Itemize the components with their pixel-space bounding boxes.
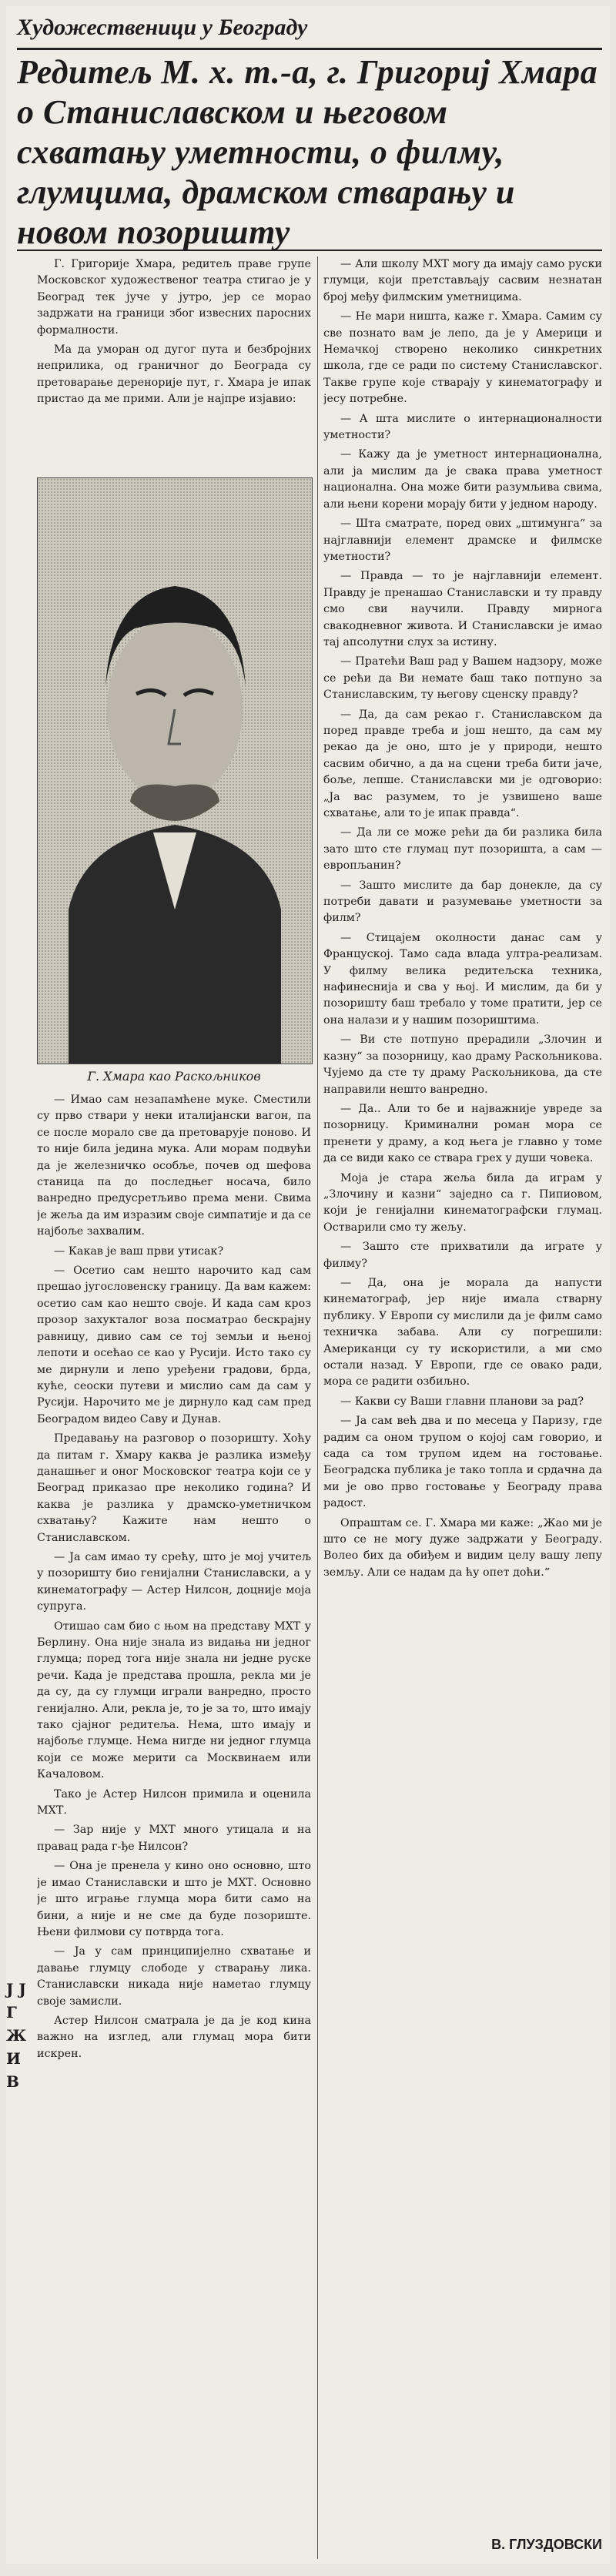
photo-caption: Г. Хмара као Раскољников xyxy=(87,1069,261,1084)
paragraph: — Кажу да је уметност интернационална, али ја мислим да је свака права уметност национална. Она може бити разумљива свима, али њени корени морају бити у једном народу. xyxy=(323,448,602,511)
newspaper-page xyxy=(6,6,610,2564)
paragraph: — Она је пренела у кино оно основно, што је имао Станиславски и што је МХТ. Основно је што играње глумца мора бити само на бини, а није и не сме да буде позориште. Њени филмови су потврда тога. xyxy=(37,1860,311,1938)
paragraph: — Какви су Ваши главни планови за рад? xyxy=(340,1395,584,1408)
paragraph: — Шта сматрате, поред ових „штимунга“ за најглавнији елемент драмске и филмске уметности? xyxy=(323,518,602,563)
paragraph: — Правда — то је најглавнији елемент. Правду је пренашао Станиславски и ту правду смо сви научили. Правду мирнога свакодневног живота. И Станиславски је имао тај апсолутни слух за истину. xyxy=(323,570,602,648)
paragraph: Г. Григорије Хмара, редитељ праве групе Московског художественог театра стигао је у Београд тек јуче у јутро, јер се морао задржати на граници због извесних паросних формалности. xyxy=(37,258,311,337)
paragraph: — Осетио сам нешто нарочито кад сам прешао југословенску границу. Да вам кажем: осетио сам као нешто своје. И када сам кроз прозор захукталог воза посматрао бескрајну равницу, дивио сам се тој земљи и њеној лепоти и осећао се као у Русији. Исто тако су ме дирнули и лепо уређени градови, брда, куће, сеоски путеви и мислио сам да сам у Русији. Нарочито ме је дирнуло кад сам пред Београдом видео Саву и Дунав. xyxy=(37,1265,311,1425)
paragraph: — Зар није у МХТ много утицала и на правац рада г-ђе Нилсон? xyxy=(37,1824,311,1853)
paragraph: Отишао сам био с њом на представу МХТ у Берлину. Она није знала из видања ни једног глумца; поред тога није знала ни једне руске речи. Када је представа прошла, рекла ми је да су, да су глумци играли ванредно, просто генијално. Али, рекла је, то је за то, што имају тако сјајног редитеља. Нема, што имају и најбоље глумце. Нема нигде ни једног глумца који се може мерити са Москвинаем или Качаловом. xyxy=(37,1620,311,1781)
column-left-interview xyxy=(37,1092,311,2555)
paragraph: — А шта мислите о интернационалности уметности? xyxy=(323,412,602,442)
headline: Редитељ М. х. т.-а, г. Григориј Хмара о Станиславском и његовом схватању уметности, о филму, глумцима, драмском стварању и новом позоришту xyxy=(17,53,598,251)
paragraph: — Ја сам имао ту срећу, што је мој учитељ у позоришту био генијални Станиславски, а у кинематографу — Астер Нилсон, доцније моја супруга. xyxy=(37,1550,311,1613)
headline-rule xyxy=(17,250,602,251)
paragraph: — Стицајем околности данас сам у Француској. Тамо сада влада ултра-реализам. У филму велика редитељска техника, нафинеснија и сва у њој. И мислим, да би у позоришту баш требало у томе пратити, јер се она налази и у нашим позориштима. xyxy=(323,931,602,1027)
margin-marks: Ј Ј Г Ж И В xyxy=(6,1980,27,2091)
column-left-intro xyxy=(37,256,311,475)
paragraph: — Ви сте потпуно прерадили „Злочин и казну“ за позорницу, као драму Раскољникова. Чујемо да сте ту драму Раскољникова, да сте направили нешто ванредно. xyxy=(323,1033,602,1096)
paragraph: Предавању на разговор о позоришту. Хоћу да питам г. Хмару каква је разлика између данашњег и оног Московског театра који се у Београд приказао пре неколико година? И каква је разлика у драмско-уметничком схватању? Кажите нам нешто о Станиславском. xyxy=(37,1432,311,1544)
paragraph: — Да ли се може рећи да би разлика била зато што сте глумац пут позоришта, а сам — европљанин? xyxy=(323,826,602,873)
portrait-photo xyxy=(37,477,313,1064)
author-signature: В. ГЛУЗДОВСКИ xyxy=(491,2537,602,2552)
paragraph: Астер Нилсон сматрала је да је код кина важно на изглед, али глумац мора бити искрен. xyxy=(37,2014,311,2060)
paragraph: — Ја у сам принципијелно схватање и давање глумцу слободе у стварању лика. Станиславски никада није наметао глумцу своје замисли. xyxy=(37,1945,311,2008)
paragraph: Тако је Астер Нилсон примила и оценила МХТ. xyxy=(37,1787,311,1817)
paragraph: — Пратећи Ваш рад у Вашем надзору, може се рећи да Ви немате баш тако потпуно за Станиславским, ту његову сценску правду? xyxy=(323,655,602,702)
paragraph: — Имао сам незапамћене муке. Сместили су прво ствари у неки италијански вагон, па се после морало све да претоварује поново. И то није била једина мука. Али морам подвући да је железничко особље, почев од шефова станица па до последњег носача, било ванредно предусретљиво према мени. Свима је жеља да им изразим своје симпатије и да се најбоље захвалим. xyxy=(37,1094,311,1238)
paragraph: Моја је стара жеља била да играм у „Злочину и казни“ заједно са г. Пипиовом, који је генијални кинематографски глумац. Остварили смо ту жељу. xyxy=(323,1171,602,1234)
paragraph: Ма да уморан од дугог пута и безбројних неприлика, од граничног до Београда су претоварање деренорије пут, г. Хмара је ипак пристао да ме прими. Али је најпре изјавио: xyxy=(37,343,311,406)
paragraph: — Али школу МХТ могу да имају само руски глумци, који претстављају сасвим незнатан број међу филмским уметницима. xyxy=(323,258,602,303)
paragraph: — Какав је ваш први утисак? xyxy=(54,1244,224,1258)
paragraph: — Ја сам већ два и по месеца у Паризу, где радим са оном трупом о којој сам говорио, и сада са том трупом идем на гостовање. Београдска публика је тако топла и срдачна да ми је ово прво гостовање у Београду права радост. xyxy=(323,1415,602,1510)
paragraph: — Не мари ништа, каже г. Хмара. Самим су све познато вам је лепо, да је у Америци и Немачкој створено неколико синкретних школа, где се ради по систему Станиславског. Такве групе које стварају у кинематографу и јесу потребне. xyxy=(323,310,602,406)
paragraph: — Зашто сте прихватили да играте у филму? xyxy=(323,1241,602,1270)
column-divider xyxy=(317,256,318,2559)
paragraph: — Да, она је морала да напусти кинематограф, јер није имала стварну публику. У Европи су мислили да је филм само техничка забава. Али су погрешили: Американци су ту искористили, а ми смо остали назад. У Европи, где се овако ради, мора се радити озбиљно. xyxy=(323,1276,602,1388)
portrait-illustration xyxy=(38,478,312,1064)
section-kicker: Художественици у Београду xyxy=(17,11,602,50)
paragraph: — Да.. Али то бе и најважније увреде за позорницу. Криминални роман мора се пренети у драму, а код њега је главно у томе да се види како се ствара грех у души човека. xyxy=(323,1102,602,1165)
paragraph: — Зашто мислите да бар донекле, да су потреби давати и разумевање уметности за филм? xyxy=(323,879,602,925)
column-right xyxy=(323,256,602,2527)
paragraph: Опраштам се. Г. Хмара ми каже: „Жао ми је што се не могу дуже задржати у Београду. Волео бих да обиђем и видим целу вашу лепу земљу. Али се надам да ћу опет доћи.“ xyxy=(323,1516,602,1579)
paragraph: — Да, да сам рекао г. Станиславском да поред правде треба и још нешто, да сам му рекао да је оно, што је у природи, нешто сасвим обично, а да на сцени треба бити јаче, боље, лепше. Станиславски ми је одговорио: „Ја вас разумем, то је узвишено ваше схватање, али то је ипак правда“. xyxy=(323,708,602,819)
